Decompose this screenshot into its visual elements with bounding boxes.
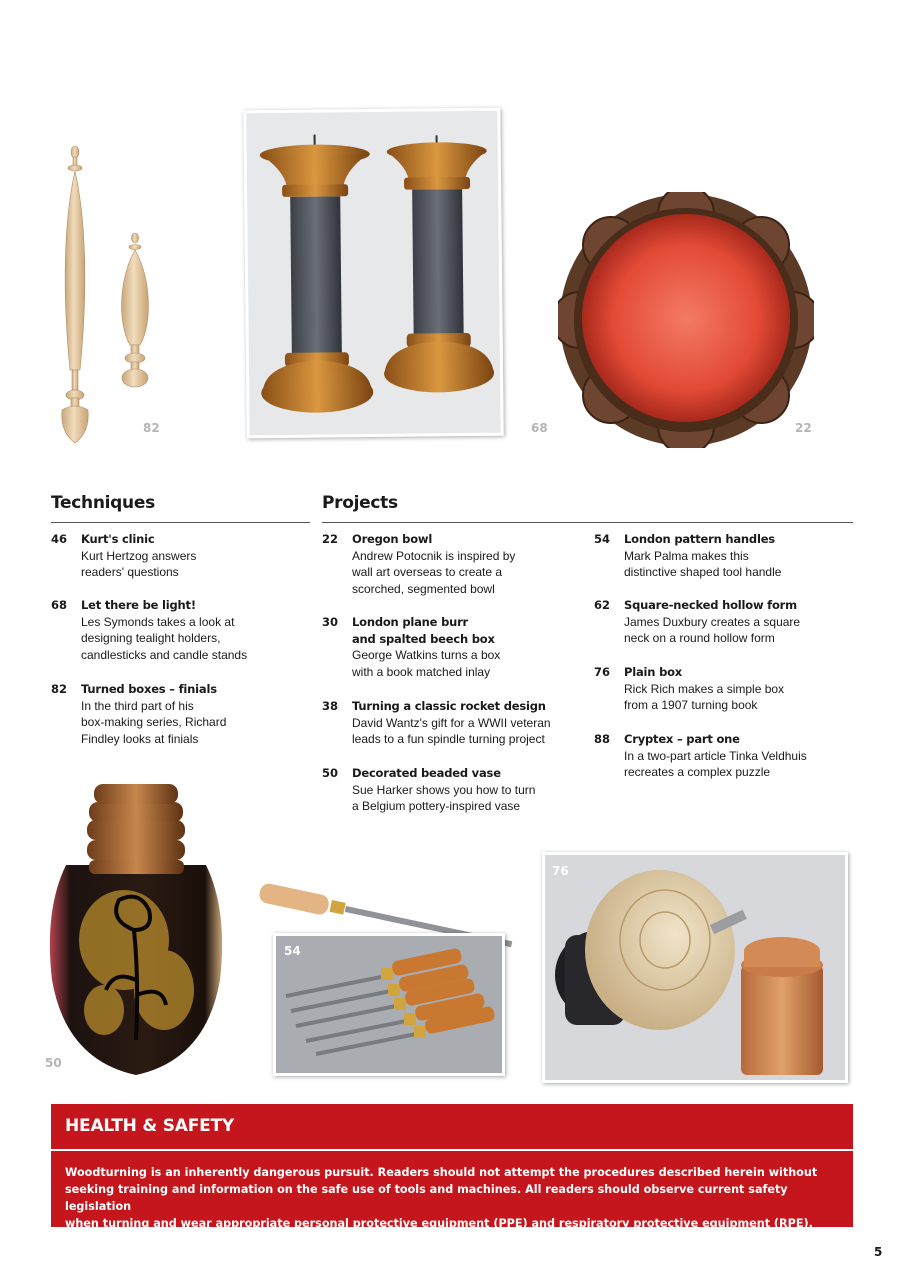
- entry-title: Let there be light!: [81, 598, 196, 612]
- entry-desc-line: Rick Rich makes a simple box: [624, 681, 785, 696]
- entry-page: 68: [51, 598, 68, 612]
- entry-desc-line: readers' questions: [81, 565, 179, 579]
- health-safety-panel: [51, 1104, 853, 1230]
- plain-box-photo: [542, 852, 848, 1083]
- entry-desc-line: Findley looks at finials: [81, 731, 199, 746]
- projects-entry[interactable]: [594, 597, 864, 647]
- entry-page: 62: [594, 598, 611, 612]
- entry-desc-line: Mark Palma makes this: [624, 548, 749, 563]
- entry-desc-line: Sue Harker shows you how to turn: [352, 782, 536, 797]
- figure-number-54: 54: [284, 944, 301, 958]
- entry-title: Decorated beaded vase: [352, 766, 501, 780]
- entry-desc-line: In a two-part article Tinka Veldhuis: [624, 748, 807, 763]
- entry-title: London pattern handles: [624, 532, 775, 546]
- projects-heading: Projects: [322, 493, 398, 513]
- projects-entry[interactable]: [594, 731, 864, 781]
- entry-title: Oregon bowl: [352, 532, 433, 546]
- health-safety-title: HEALTH & SAFETY: [65, 1116, 235, 1136]
- health-safety-text: [65, 1164, 840, 1232]
- entry-page: 46: [51, 532, 68, 546]
- oregon-bowl-photo: [558, 192, 814, 448]
- entry-page: 76: [594, 665, 611, 679]
- entry-page: 38: [322, 699, 339, 713]
- techniques-entry[interactable]: [51, 597, 281, 663]
- entry-desc-line: David Wantz's gift for a WWII veteran: [352, 715, 551, 730]
- entry-page: 54: [594, 532, 611, 546]
- entry-page: 50: [322, 766, 339, 780]
- techniques-entry[interactable]: [51, 531, 281, 581]
- entry-title: Turning a classic rocket design: [352, 699, 546, 713]
- projects-entry[interactable]: [322, 531, 592, 597]
- entry-title: Plain box: [624, 665, 683, 679]
- finials-photo: [40, 140, 160, 450]
- page-number: 5: [874, 1245, 883, 1259]
- entry-desc-line: distinctive shaped tool handle: [624, 565, 782, 579]
- chisel-set-illustration: [276, 936, 502, 1073]
- chisel-set-photo: [273, 933, 505, 1076]
- entry-desc-line: Kurt Hertzog answers: [81, 548, 197, 563]
- health-safety-line: when turning and wear appropriate personal protective equipment (PPE) and respiratory protective equipment (RPE).: [65, 1217, 813, 1230]
- figure-number-76: 76: [552, 864, 569, 878]
- entry-title: Turned boxes – finials: [81, 682, 217, 696]
- figure-number-68: 68: [531, 421, 548, 435]
- entry-desc-line: from a 1907 turning book: [624, 698, 758, 712]
- projects-entry[interactable]: [594, 664, 864, 714]
- entry-desc-line: wall art overseas to create a: [352, 565, 503, 579]
- entry-page: 82: [51, 682, 68, 696]
- entry-desc-line: Andrew Potocnik is inspired by: [352, 548, 516, 563]
- entry-desc-line: recreates a complex puzzle: [624, 765, 771, 779]
- entry-desc-line: James Duxbury creates a square: [624, 614, 801, 629]
- projects-entry[interactable]: [322, 698, 592, 748]
- candlesticks-illustration: [246, 111, 500, 436]
- beaded-vase-photo: [44, 780, 229, 1080]
- health-safety-line: seeking training and information on the safe use of tools and machines. All readers should observe current safety legislation: [65, 1183, 788, 1213]
- entry-title: London plane burr: [352, 615, 469, 629]
- entry-desc-line: designing tealight holders,: [81, 631, 221, 645]
- entry-desc-line: with a book matched inlay: [352, 664, 491, 679]
- entry-desc-line: scorched, segmented bowl: [352, 581, 495, 596]
- projects-entry[interactable]: [594, 531, 864, 581]
- health-safety-rule: [51, 1149, 853, 1151]
- entry-title: Square-necked hollow form: [624, 598, 797, 612]
- techniques-heading: Techniques: [51, 493, 155, 513]
- entry-title: Cryptex – part one: [624, 732, 740, 746]
- entry-title: Kurt's clinic: [81, 532, 155, 546]
- projects-entry[interactable]: [322, 765, 592, 815]
- plain-box-illustration: [545, 855, 845, 1080]
- techniques-entry[interactable]: [51, 681, 281, 747]
- entry-desc-line: a Belgium pottery-inspired vase: [352, 799, 521, 813]
- entry-desc-line: George Watkins turns a box: [352, 648, 501, 662]
- entry-desc-line: leads to a fun spindle turning project: [352, 732, 545, 746]
- figure-number-82: 82: [143, 421, 160, 435]
- candlesticks-photo: [243, 108, 503, 439]
- health-safety-line: Woodturning is an inherently dangerous pursuit. Readers should not attempt the procedures described herein without: [65, 1166, 818, 1179]
- entry-page: 30: [322, 615, 339, 629]
- projects-entry[interactable]: [322, 614, 592, 680]
- entry-page: 22: [322, 532, 339, 546]
- entry-desc-line: In the third part of his: [81, 698, 194, 713]
- entry-desc-line: Les Symonds takes a look at: [81, 614, 235, 629]
- figure-number-22: 22: [795, 421, 812, 435]
- entry-title-line-2: and spalted beech box: [352, 631, 495, 646]
- entry-page: 88: [594, 732, 611, 746]
- entry-desc-line: candlesticks and candle stands: [81, 647, 248, 662]
- entry-desc-line: neck on a round hollow form: [624, 631, 775, 645]
- entry-desc-line: box-making series, Richard: [81, 715, 227, 729]
- projects-rule: [322, 522, 853, 523]
- figure-number-50: 50: [45, 1056, 62, 1070]
- techniques-rule: [51, 522, 310, 523]
